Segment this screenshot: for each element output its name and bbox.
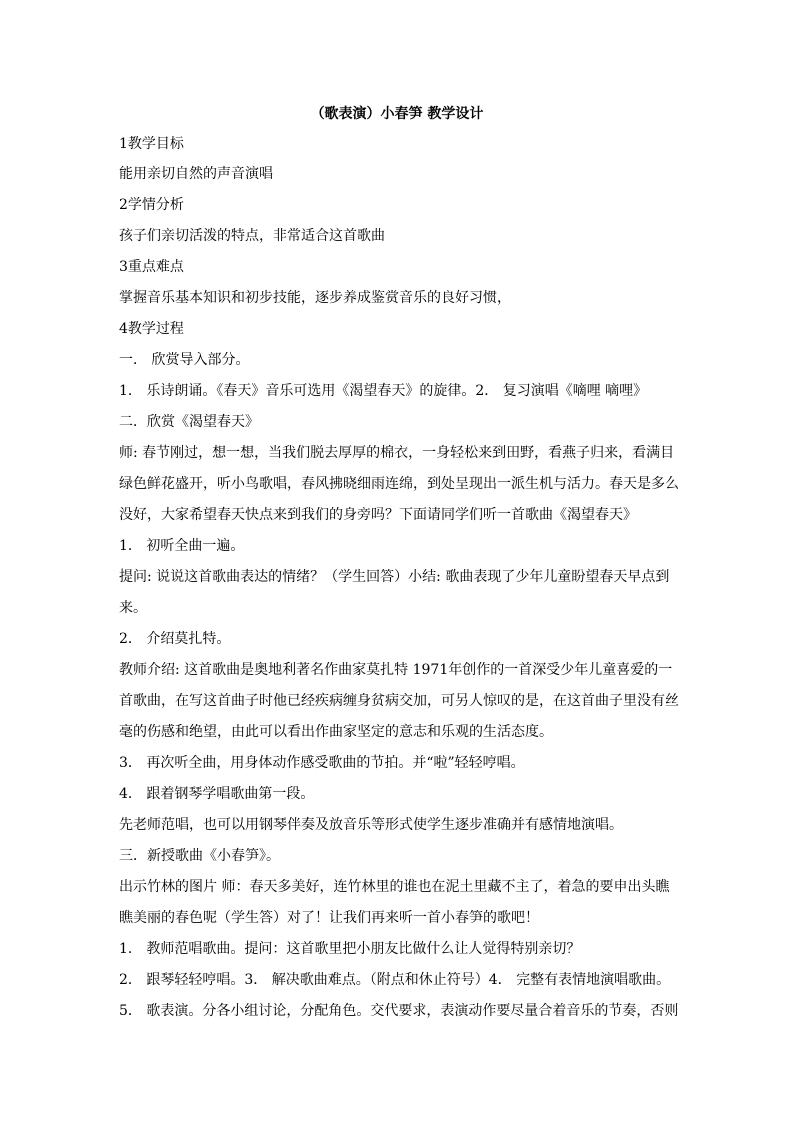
text-line: 2． 跟琴轻轻哼唱。3． 解决歌曲难点。（附点和休止符号）4． 完整有表情地演唱歌曲。 <box>119 972 671 988</box>
text-line: 1教学目标 <box>119 136 184 152</box>
text-line: 没好，大家希望春天快点来到我们的身旁吗？下面请同学们听一首歌曲《渴望春天》 <box>119 507 637 523</box>
text-line: 1． 乐诗朗诵。《春天》音乐可选用《渴望春天》的旋律。2． 复习演唱《嘀哩 嘀哩》 <box>119 383 648 399</box>
text-line: 掌握音乐基本知识和初步技能，逐步养成鉴赏音乐的良好习惯， <box>119 290 511 306</box>
text-line: 绿色鲜花盛开，听小鸟歌唱，春风拂晓细雨连绵，到处呈现出一派生机与活力。春天是多么 <box>119 476 679 492</box>
text-line: 4教学过程 <box>119 321 184 337</box>
text-line: 提问: 说说这首歌曲表达的情绪？（学生回答）小结: 歌曲表现了少年儿童盼望春天早点到 <box>119 569 670 585</box>
text-line: 来。 <box>119 600 147 616</box>
text-line: 3重点难点 <box>119 259 184 275</box>
text-line: 师: 春节刚过，想一想，当我们脱去厚厚的棉衣，一身轻松来到田野，看燕子归来，看满目 <box>119 445 675 461</box>
text-line: 先老师范唱，也可以用钢琴伴奏及放音乐等形式使学生逐步准确并有感情地演唱。 <box>119 817 623 833</box>
text-line: 4． 跟着钢琴学唱歌曲第一段。 <box>119 786 315 802</box>
page-title: （歌表演）小春笋 教学设计 <box>310 106 484 122</box>
text-line: 2学情分析 <box>119 197 184 213</box>
text-line: 能用亲切自然的声音演唱 <box>119 166 273 182</box>
text-line: 1． 初听全曲一遍。 <box>119 538 245 554</box>
text-line: 二．欣赏《渴望春天》 <box>119 414 259 430</box>
text-line: 首歌曲，在写这首曲子时他已经疾病缠身贫病交加，可另人惊叹的是，在这首曲子里没有丝 <box>119 693 679 709</box>
text-line: 出示竹林的图片 师：春天多美好，连竹林里的谁也在泥土里藏不主了，着急的要申出头瞧 <box>119 879 670 895</box>
text-line: 毫的伤感和绝望，由此可以看出作曲家坚定的意志和乐观的生活态度。 <box>119 724 553 740</box>
text-line: 教师介绍: 这首歌曲是奥地利著名作曲家莫扎特 1971年创作的一首深受少年儿童喜爱的一 <box>119 662 673 678</box>
text-line: 5． 歌表演。分各小组讨论，分配角色。交代要求，表演动作要尽量合着音乐的节奏，否则 <box>119 1003 679 1019</box>
text-line: 3． 再次听全曲，用身体动作感受歌曲的节拍。并“啦”轻轻哼唱。 <box>119 755 525 771</box>
text-line: 孩子们亲切活泼的特点，非常适合这首歌曲 <box>119 228 385 244</box>
text-line: 瞧美丽的春色呢（学生答）对了！让我们再来听一首小春笋的歌吧！ <box>119 910 539 926</box>
text-line: 1． 教师范唱歌曲。提问：这首歌里把小朋友比做什么让人觉得特别亲切？ <box>119 941 581 957</box>
text-line: 一． 欣赏导入部分。 <box>119 352 250 368</box>
text-line: 三．新授歌曲《小春笋》。 <box>119 848 280 864</box>
text-line: 2． 介绍莫扎特。 <box>119 631 231 647</box>
